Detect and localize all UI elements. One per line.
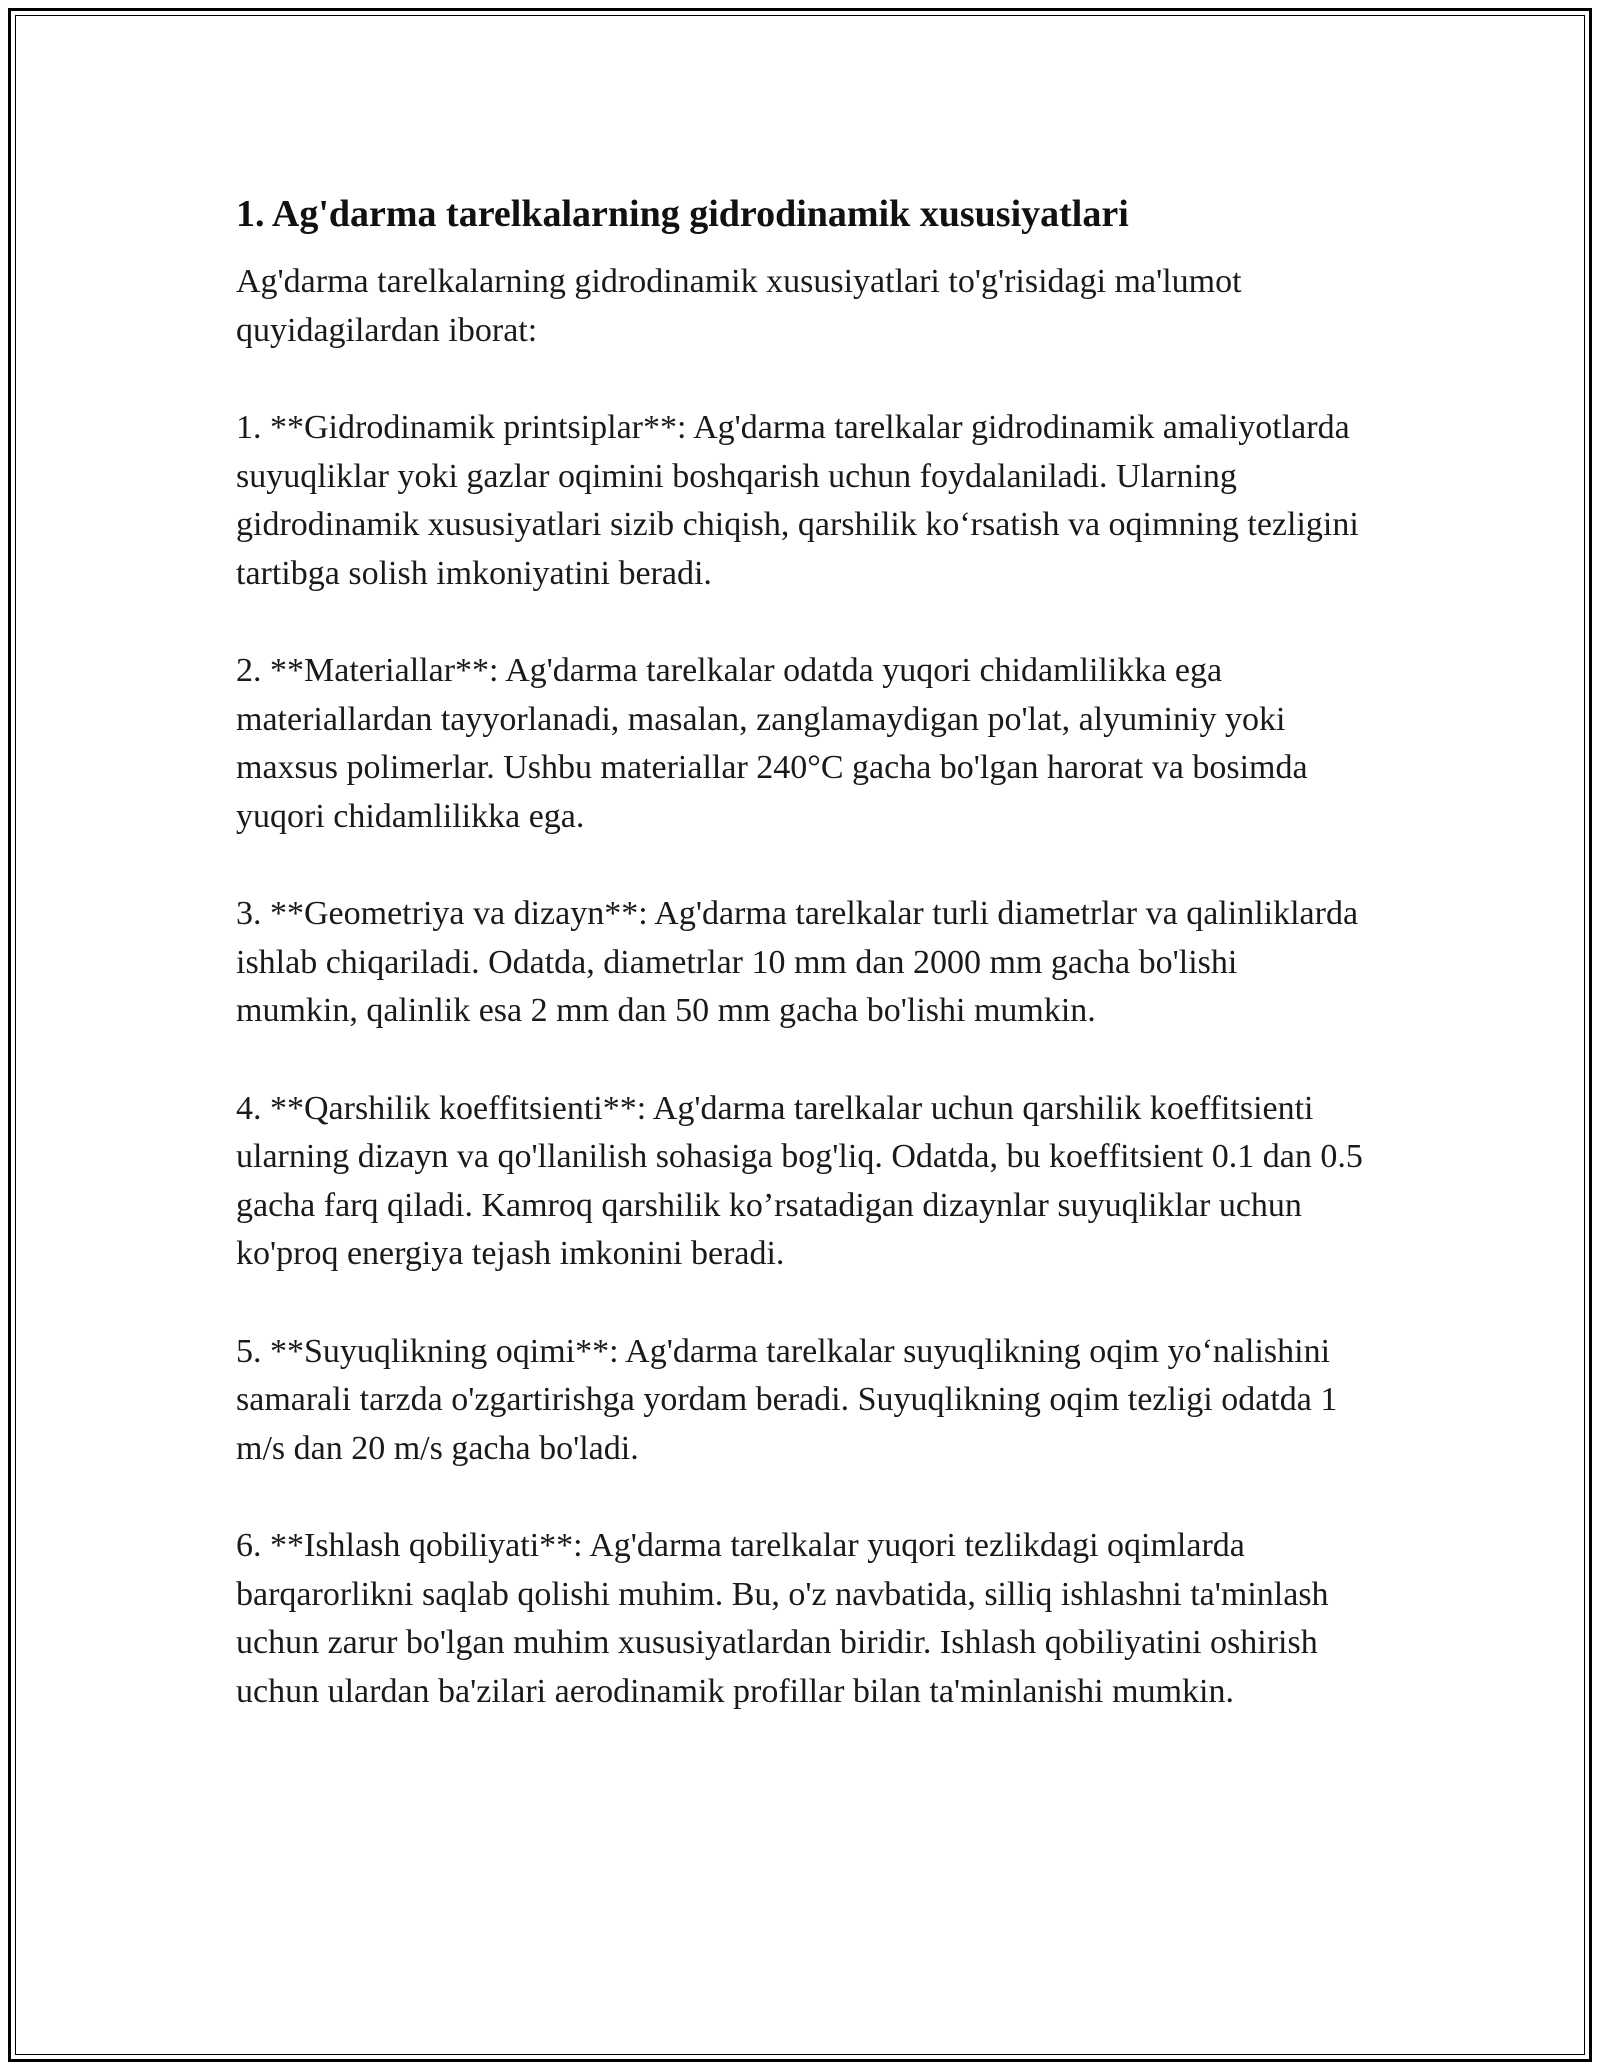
document-page — [236, 186, 1366, 1765]
document-title: 1. Ag'darma tarelkalarning gidrodinamik xususiyatlari — [236, 193, 1129, 235]
list-item-ishlash-qobiliyati: 6. **Ishlash qobiliyati**: Ag'darma tarelkalar yuqori tezlikdagi oqimlarda barqarorlikni saqlab qolishi muhim. Bu, o'z navbatida, silliq ishlashni ta'minlash uchun zarur bo'lgan muhim xususiyatlardan biridir. Ishlash qobiliyatini oshirish uchun ulardan ba'zilari aerodinamik profillar bilan ta'minlanishi mumkin. — [236, 1527, 1329, 1710]
list-item-qarshilik-koeffitsienti: 4. **Qarshilik koeffitsienti**: Ag'darma tarelkalar uchun qarshilik koeffitsienti ularning dizayn va qo'llanilish sohasiga bog'liq. Odatda, bu koeffitsient 0.1 dan 0.5 gacha farq qiladi. Kamroq qarshilik ko’rsatadigan dizaynlar suyuqliklar uchun ko'proq energiya tejash imkonini beradi. — [236, 1089, 1363, 1272]
list-item-suyuqlikning-oqimi: 5. **Suyuqlikning oqimi**: Ag'darma tarelkalar suyuqlikning oqim yo‘nalishini samarali tarzda o'zgartirishga yordam beradi. Suyuqlikning oqim tezligi odatda 1 m/s dan 20 m/s gacha bo'ladi. — [236, 1332, 1338, 1467]
list-item-gidrodinamik-printsiplar: 1. **Gidrodinamik printsiplar**: Ag'darma tarelkalar gidrodinamik amaliyotlarda suyuqliklar yoki gazlar oqimini boshqarish uchun foydalaniladi. Ularning gidrodinamik xususiyatlari sizib chiqish, qarshilik ko‘rsatish va oqimning tezligini tartibga solish imkoniyatini beradi. — [236, 409, 1359, 592]
list-item-materiallar: 2. **Materiallar**: Ag'darma tarelkalar odatda yuqori chidamlilikka ega materiallardan tayyorlanadi, masalan, zanglamaydigan po'lat, alyuminiy yoki maxsus polimerlar. Ushbu materiallar 240°C gacha bo'lgan harorat va bosimda yuqori chidamlilikka ega. — [236, 652, 1308, 835]
intro-paragraph: Ag'darma tarelkalarning gidrodinamik xususiyatlari to'g'risidagi ma'lumot quyidagilardan iborat: — [236, 263, 1242, 349]
list-item-geometriya-va-dizayn: 3. **Geometriya va dizayn**: Ag'darma tarelkalar turli diametrlar va qalinliklarda ishlab chiqariladi. Odatda, diametrlar 10 mm dan 2000 mm gacha bo'lishi mumkin, qalinlik esa 2 mm dan 50 mm gacha bo'lishi mumkin. — [236, 895, 1359, 1029]
